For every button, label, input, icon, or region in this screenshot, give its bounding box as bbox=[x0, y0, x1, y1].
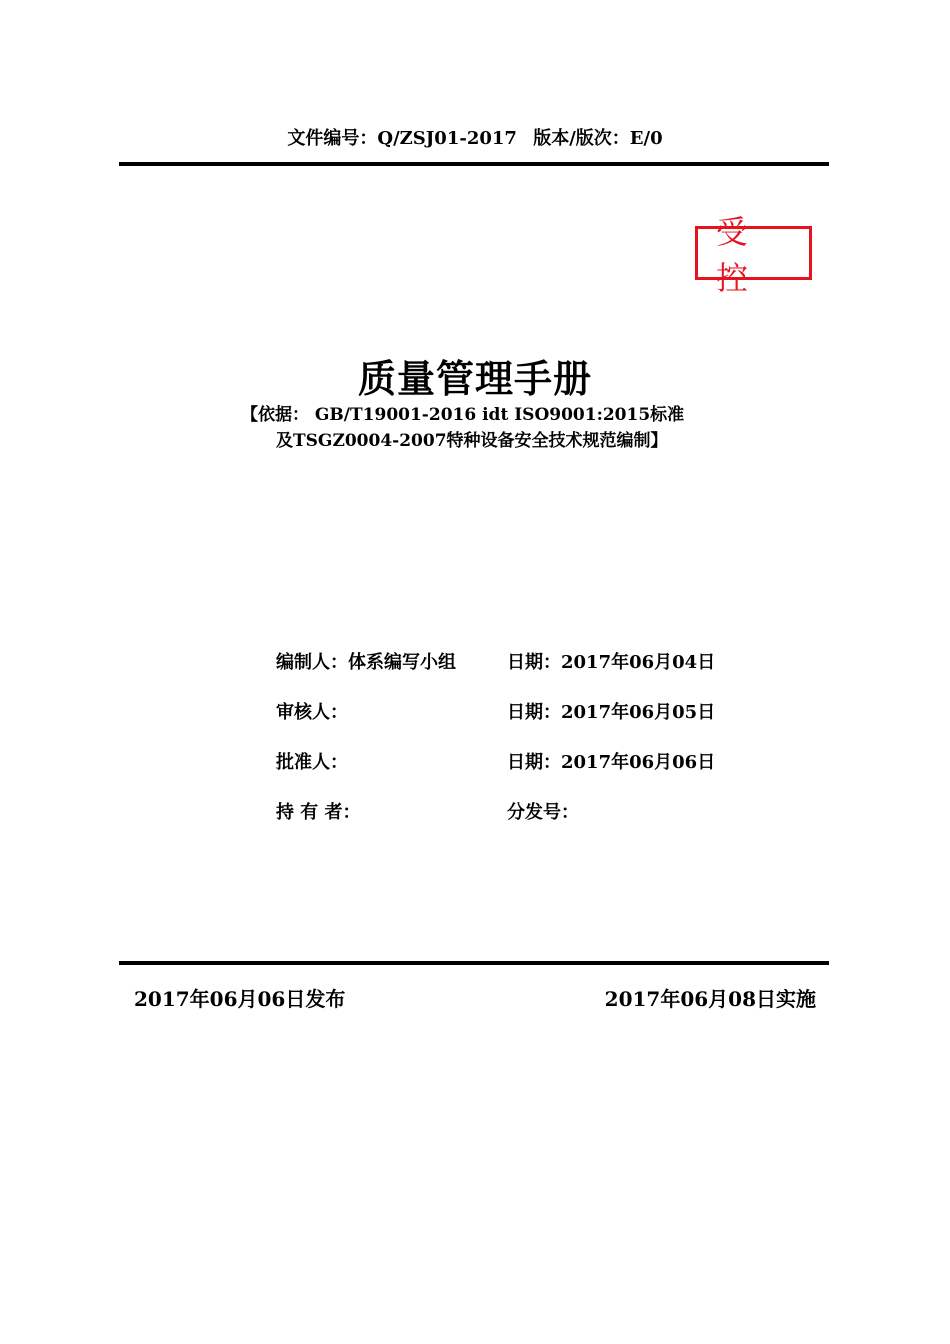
approver-field: 批准人： bbox=[276, 752, 348, 773]
compiler-field: 编制人：体系编写小组 bbox=[276, 652, 456, 673]
document-title: 质量管理手册 bbox=[357, 356, 592, 401]
header-divider bbox=[119, 162, 829, 166]
footer-divider bbox=[119, 961, 829, 965]
review-date-field: 日期：2017年06月05日 bbox=[507, 702, 716, 723]
controlled-stamp: 受控 bbox=[695, 226, 812, 280]
reviewer-field: 审核人： bbox=[276, 702, 348, 723]
approve-date-field: 日期：2017年06月06日 bbox=[507, 752, 716, 773]
holder-field: 持 有 者： bbox=[276, 802, 361, 823]
basis-line-1: 【依据： GB/T19001-2016 idt ISO9001:2015标准 bbox=[241, 405, 685, 425]
basis-line-2: 及TSGZ0004-2007特种设备安全技术规范编制】 bbox=[276, 431, 668, 451]
effective-date: 2017年06月08日实施 bbox=[604, 987, 816, 1011]
release-date: 2017年06月06日发布 bbox=[134, 987, 346, 1011]
distribution-number-field: 分发号： bbox=[507, 802, 579, 823]
document-version: 版本/版次：E/0 bbox=[533, 128, 663, 149]
document-number: 文件编号：Q/ZSJ01-2017 bbox=[287, 128, 517, 149]
compile-date-field: 日期：2017年06月04日 bbox=[507, 652, 716, 673]
document-header bbox=[0, 124, 950, 150]
